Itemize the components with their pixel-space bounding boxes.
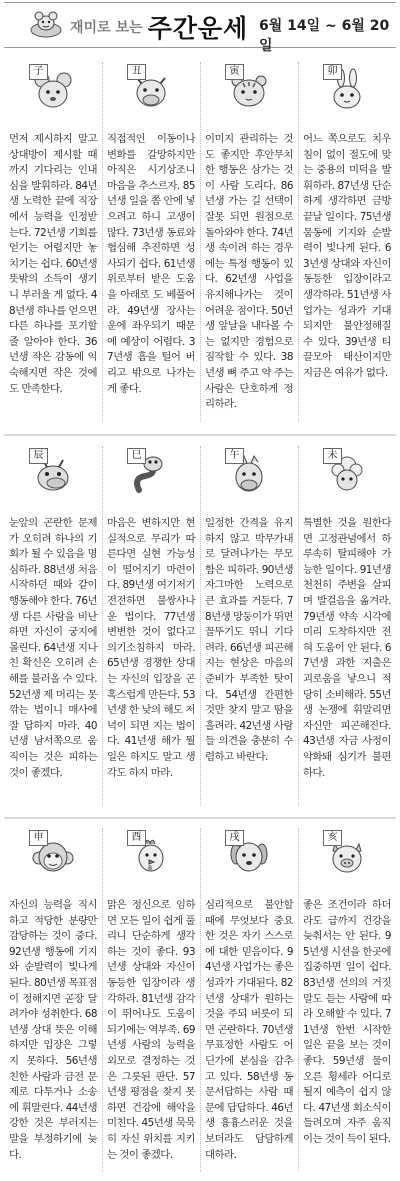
title-main: 주간운세: [147, 14, 249, 43]
zodiac-label-monkey: 申: [29, 830, 48, 846]
section-divider: [4, 434, 396, 436]
mouse-mascot-logo-icon: [26, 9, 66, 39]
fortune-text-sheep: 특별한 것을 원한다면 고정관념에서 하루속히 탈피해야 가능한 일이다. 91년생 천천히 주변을 살피며 발걸음을 옮겨라. 79년생 약속 시각에 미리 도착하지만 전혀 도움이 안 된다. 67년생 과한 지출은 괴로움을 낳으니 적당히 소비해라. 55년생 논쟁에 휘말리면 자신만 피곤해진다. 43년생 자금 사정이 악화돼 심기가 불편하다.: [303, 517, 391, 779]
tiger-icon: [227, 68, 271, 112]
zodiac-label-horse: 午: [225, 448, 244, 464]
section-divider: [4, 817, 396, 819]
fortune-text-rat: 먼저 제시하지 말고 상대방이 제시할 때까지 기다리는 인내심을 발휘하라. 84년생 노력한 끝에 직장에서 능력을 인정받는다. 72년생 기회를 얻기는 어렵지만 놓치기는 쉽다. 60년생 뜻밖의 소득이 생기니 부러울 게 없다. 48년생 하나를 얻으면 다른 하나를 포기할 줄 알아야 한다. 36년생 작은 감동에 익숙해지면 작은 것에도 만족한다.: [9, 133, 98, 395]
zodiac-entry-dragon: [9, 440, 97, 781]
fortune-text-rooster: 맑은 정신으로 임하면 모든 일이 쉽게 풀리니 단순하게 생각하는 것이 좋다. 93년생 상대와 자신이 동등한 입장이라 생각하라. 81년생 감각이 뛰어나도 도움이 되기에는 역부족. 69년생 사람의 능력을 외모로 결정하는 것은 그릇된 판단. 57년생 평점을 찾지 못하면 건강에 해악을 미친다. 45년생 묵묵히 자신 위치를 지키는 것이 좋겠다.: [107, 899, 195, 1161]
rat-icon: [31, 68, 75, 112]
fortune-text-dog: 심리적으로 불안할 때에 무엇보다 중요한 것은 자기 스스로에 대한 믿음이다. 94년생 사업가는 좋은 성과가 기대된다. 82년생 상대가 원하는 것을 주되 버릇이 되면 곤란하다. 70년생 무표정한 사람도 어딘가에 본심을 감추고 있다. 58년생 동문서답하는 사람 때문에 답답하다. 46년생 흉흉스러운 것을 보더라도 담담하게 대하라.: [205, 899, 294, 1161]
rooster-icon: [129, 834, 173, 878]
zodiac-entry-dog: [205, 822, 293, 1163]
zodiac-entry-tiger: [205, 56, 293, 413]
monkey-icon: [31, 834, 75, 878]
fortune-text-horse: 일정한 간격을 유지하지 않고 박무가내로 달려나가는 무모함은 피하라. 90년생 자그마한 노력으로 큰 효과를 거둔다. 78년생 망둥이가 뛰면 꼴뚜기도 뛰니 기다려라. 66년생 피곤해지는 현상은 마음의 준비가 부족한 탓이다. 54년생 간편한 것만 찾지 말고 땀을 흘려라. 42년생 사람들 의견을 충분히 수렴하고 바란다.: [205, 517, 294, 763]
fortune-text-monkey: 자신의 능력을 직시하고 적당한 분량만 감당하는 것이 중다. 92년생 행동에 기지와 순발력이 빛나게 된다. 80년생 목표점이 정해지면 곧장 달려가야 성취한다. 68년생 상대 뜻은 이해하지만 입장은 그렇지 못하다. 56년생 친한 사람과 금전 문제로 다투거나 소송에 휘말린다. 44년생 강한 것은 부러지는 말을 부정하기에 늦다.: [9, 899, 97, 1161]
title-subtitle: 재미로 보는: [70, 20, 143, 36]
zodiac-entry-horse: [205, 440, 293, 766]
date-range: 6월 14일 ~ 6월 20일: [259, 18, 390, 54]
fortune-text-dragon: 눈앞의 곤란한 문제가 오히려 하나의 기회가 될 수 있음을 명심하라. 88년생 처음 시작하던 때와 같이 행동해야 한다. 76년생 다른 사람을 비난하면 자신이 궁지에 몰린다. 64년생 지나친 확신은 오히려 손해를 불러올 수 있다. 52년생 제 머리는 못 깎는 법이니 매사에 잘 답하지 마라. 40년생 남서쪽으로 움직이는 것은 피하는 것이 좋겠다.: [9, 517, 97, 779]
zodiac-row-2: [4, 440, 396, 812]
zodiac-label-rabbit: 卯: [323, 64, 342, 80]
fortune-text-snake: 마음은 변하지만 현실적으로 무리가 따른다면 실현 가능성이 떨어지기 마련이다. 89년생 여기저기 전전하면 불쌍사나운 법이다. 77년생 변변한 것이 없다고 의기소침하지 마라. 65년생 경쟁한 상대는 자신의 입장을 곤혹스럽게 만든다. 53년생 한 낮의 해도 저녁이 되면 지는 법이다. 41년생 해가 뭘 일은 하지도 말고 생각도 하지 마라.: [107, 517, 195, 779]
dragon-icon: [31, 452, 75, 496]
zodiac-label-dragon: 辰: [29, 448, 48, 464]
zodiac-entry-rat: [9, 56, 97, 397]
snake-icon: [129, 452, 173, 496]
zodiac-entry-ox: [107, 56, 195, 397]
zodiac-entry-snake: [107, 440, 195, 781]
rabbit-icon: [325, 68, 369, 112]
zodiac-label-snake: 巳: [127, 448, 146, 464]
page-header: [4, 2, 396, 54]
zodiac-entry-monkey: [9, 822, 97, 1163]
zodiac-row-3: [4, 822, 396, 1178]
sheep-icon: [325, 452, 369, 496]
ox-icon: [129, 68, 173, 112]
zodiac-label-dog: 戌: [225, 830, 244, 846]
zodiac-label-rat: 子: [29, 64, 48, 80]
pig-icon: [325, 834, 369, 878]
zodiac-label-pig: 亥: [323, 830, 342, 846]
fortune-text-ox: 직접적인 이동이나 변화를 갈망하지만 아직은 시기상조니 마음을 추스르자. 85년생 일을 쫌 안에 넣으려고 하니 고생이 많다. 73년생 동료와 협심해 추진하면 성사되기 쉽다. 61년생 위로부터 받은 도움을 아래로 도 베풀어라. 49년생 장사는 운에 좌우되기 때문에 예상이 어렵다. 37년생 흠을 털어 버리고 밖으로 나가는 게 좋다.: [107, 133, 195, 395]
zodiac-entry-rooster: [107, 822, 195, 1163]
fortune-text-rabbit: 어느 쪽으로도 치우침이 없이 절도에 맞는 중용의 미덕을 발휘하라. 87년생 단순하게 생각하면 금방 끝날 일이다. 75년생 뭄동에 기지와 순발력이 빛나게 된다. 63년생 상대와 자신이 동등한 입장이라고 생각하라. 51년생 사업가는 성과가 기대되지만 불안정해질 수 있다. 39년생 티끌모아 태산이지만 지금은 여유가 없다.: [303, 133, 392, 379]
zodiac-entry-pig: [303, 822, 391, 1148]
page-title: [70, 9, 248, 43]
zodiac-label-rooster: 酉: [127, 830, 146, 846]
zodiac-label-ox: 丑: [127, 64, 146, 80]
zodiac-label-tiger: 寅: [225, 64, 244, 80]
fortune-text-tiger: 이미지 관리하는 것도 좋지만 후안무치한 행동은 삼가는 것이 사람 도리다. 86년생 가는 길 선택이 잘못 되면 원점으로 돌아와야 한다. 74년생 속이려 하는 경우에는 특정 행동이 있다. 62년생 사업을 유지해나가는 것이 어려운 점이다. 50년생 앞날을 내다볼 수는 없지만 경험으로 짐작할 수 있다. 38년생 뼈 주고 약 주는 사람은 단호하게 정리하라.: [205, 133, 293, 411]
fortune-text-pig: 좋은 조건이라 하더라도 급까지 건강을 늦춰서는 안 된다. 95년생 시선을 한곳에 집중하면 일이 쉽다. 83년생 선의의 거짓말도 듣는 사람에 따라 오해할 수 있다. 71년생 한번 시작한 일은 끝을 보는 것이 좋다. 59년생 물이 오른 횡세라 어디로 될지 예측이 쉽지 않다. 47년생 회소식이 들려오며 자주 움직이는 것이 득이 된다.: [303, 899, 392, 1145]
zodiac-entry-rabbit: [303, 56, 391, 382]
dog-icon: [227, 834, 271, 878]
horse-icon: [227, 452, 271, 496]
zodiac-entry-sheep: [303, 440, 391, 781]
zodiac-row-1: [4, 56, 396, 428]
zodiac-label-sheep: 未: [323, 448, 342, 464]
